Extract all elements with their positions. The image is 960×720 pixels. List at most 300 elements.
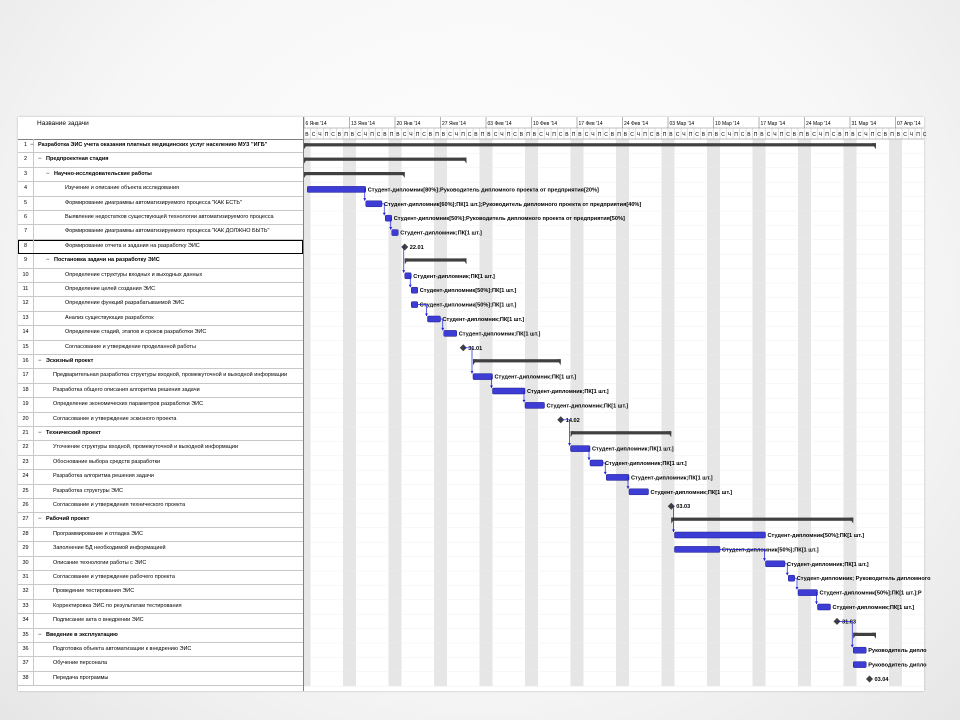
day-letter: Ч: [682, 132, 686, 138]
task-resource-label: Студент-дипломник;ПК[1 шт.]: [832, 605, 915, 611]
dependency-link: [404, 247, 405, 273]
table-row[interactable]: [18, 528, 303, 542]
day-letter: С: [786, 132, 790, 138]
day-letter: П: [890, 132, 894, 138]
row-id-cell: 15: [18, 341, 34, 354]
summary-bar[interactable]: [304, 143, 876, 146]
table-row[interactable]: [18, 657, 303, 671]
day-letter: Ч: [363, 132, 368, 138]
table-row[interactable]: [18, 470, 303, 484]
task-resource-label: Студент-дипломник; Руководитель дипломного: [796, 576, 931, 583]
day-letter: В: [805, 132, 810, 138]
task-name-cell: Согласование и утверждение проделанной работы: [65, 343, 196, 350]
table-row[interactable]: [18, 441, 303, 455]
day-letter: В: [701, 132, 706, 138]
week-label: 24 Фев '14: [624, 121, 649, 127]
day-letter: С: [584, 132, 589, 138]
week-label: 03 Мар '14: [669, 121, 695, 127]
task-name-cell: Проведение тестирования ЭИС: [53, 588, 135, 595]
day-letter: П: [526, 132, 530, 138]
table-row[interactable]: [18, 643, 303, 657]
table-row[interactable]: [18, 182, 303, 196]
day-letter: В: [851, 132, 855, 138]
row-id-cell: 21: [18, 427, 34, 440]
day-letter: В: [656, 132, 660, 138]
task-name-cell: Предварительная разработка структуры входной, промежуточной и выходной информации: [53, 372, 288, 379]
task-name-cell: Определение структуры входных и выходных данных: [65, 271, 203, 278]
table-row[interactable]: [18, 197, 303, 211]
task-resource-label: Студент-дипломник;ПК[1 шт.]: [400, 230, 482, 237]
day-letter: С: [402, 132, 407, 138]
milestone-date-label: 14.02: [565, 417, 580, 424]
task-resource-label: Студент-дипломник;ПК[1 шт.]: [494, 374, 577, 381]
dependency-arrow-icon: [815, 602, 818, 605]
task-bar[interactable]: [590, 460, 603, 466]
row-id-cell: 14: [18, 326, 34, 339]
row-id-cell: 16: [18, 355, 34, 368]
day-letter: Ч: [727, 132, 732, 138]
task-bar[interactable]: [629, 489, 649, 495]
row-id-cell: 28: [18, 528, 34, 541]
task-name-cell: Технический проект: [46, 430, 101, 436]
row-id-cell: 3: [18, 168, 34, 181]
day-letter: П: [370, 132, 374, 138]
table-row[interactable]: [18, 629, 303, 643]
table-row[interactable]: [18, 297, 303, 311]
collapse-toggle-icon[interactable]: −: [30, 142, 34, 148]
task-name-cell: Подписание акта о внедрении ЭИС: [53, 617, 144, 624]
task-name-cell: Научно-исследовательские работы: [54, 170, 152, 177]
row-id-cell: 8: [18, 240, 34, 253]
day-letter: П: [870, 132, 875, 138]
week-label: 17 Мар '14: [760, 121, 786, 127]
row-id-cell: 5: [18, 197, 34, 210]
task-resource-label: Студент-дипломник[50%];ПК[1 шт.]: [767, 533, 865, 539]
row-id-cell: 4: [18, 182, 34, 195]
table-row[interactable]: [18, 513, 303, 527]
row-id-cell: 20: [18, 413, 34, 426]
task-resource-label: Студент-дипломник;ПК[1 шт.]: [458, 331, 541, 338]
day-letter: Ч: [591, 132, 595, 138]
table-row[interactable]: [18, 456, 303, 470]
task-name-cell: Уточнение структуры входной, промежуточной и выходной информации: [53, 444, 239, 451]
row-id-cell: 18: [18, 384, 34, 397]
task-name-cell: Согласование и утверждение эскизного проекта: [53, 415, 177, 422]
table-row[interactable]: [18, 355, 303, 369]
dependency-arrow-icon: [402, 270, 405, 273]
task-resource-label: Руководитель дипло: [868, 648, 927, 655]
row-id-cell: 35: [18, 629, 34, 642]
day-letter: С: [422, 132, 426, 138]
row-id-cell: 10: [18, 269, 34, 282]
day-letter: П: [779, 132, 784, 138]
day-letter: С: [877, 132, 881, 138]
day-letter: П: [916, 132, 920, 138]
task-resource-label: Руководитель дипло: [868, 662, 927, 669]
day-letter: В: [623, 132, 628, 138]
day-letter: Ч: [864, 132, 868, 138]
task-name-cell: Изучение и описание объекта исследования: [65, 185, 180, 192]
day-letter: Ч: [409, 132, 413, 138]
dependency-arrow-icon: [425, 314, 428, 317]
task-name-cell: Определение стадий, этапов и сроков разработки ЭИС: [65, 329, 207, 336]
table-row[interactable]: [18, 326, 303, 340]
task-name-cell: Постановка задачи на разработку ЭИС: [54, 257, 160, 264]
row-id-cell: 24: [18, 470, 34, 483]
day-letter: В: [565, 132, 569, 138]
row-id-cell: 12: [18, 297, 34, 310]
task-name-cell: Определение целей создания ЭИС: [65, 286, 156, 292]
task-resource-label: Студент-дипломник[50%];ПК[1 шт.]: [419, 288, 517, 295]
row-id-cell: 22: [18, 441, 34, 454]
task-resource-label: Студент-дипломник[50%];ПК[1 шт.]: [419, 302, 517, 309]
task-bar[interactable]: [818, 604, 831, 610]
task-name-cell: Согласование и утверждения технического проекта: [53, 502, 186, 508]
task-bar[interactable]: [411, 302, 418, 308]
task-resource-label: Студент-дипломник;ПК[1 шт.]: [592, 446, 674, 453]
day-letter: С: [857, 132, 862, 138]
day-letter: В: [396, 132, 400, 138]
task-bar[interactable]: [798, 590, 818, 596]
table-row[interactable]: [18, 614, 303, 628]
summary-bar[interactable]: [671, 518, 853, 521]
task-bar[interactable]: [307, 186, 366, 192]
day-letter: Ч: [500, 132, 504, 138]
week-label: 07 Апр '14: [897, 121, 921, 127]
row-id-cell: 25: [18, 485, 34, 498]
row-id-cell: 7: [18, 225, 34, 238]
day-letter: П: [324, 132, 329, 138]
table-row[interactable]: [18, 398, 303, 412]
task-name-column-header[interactable]: [18, 117, 303, 140]
day-letter: С: [740, 132, 745, 138]
day-letter: В: [610, 132, 615, 138]
summary-bar[interactable]: [571, 431, 672, 434]
task-bar[interactable]: [853, 647, 866, 653]
task-bar[interactable]: [473, 374, 493, 380]
task-resource-label: Студент-дипломник;ПК[1 шт.]: [605, 461, 687, 467]
task-table: [18, 117, 304, 691]
day-letter: В: [532, 132, 537, 138]
table-row[interactable]: [18, 153, 303, 167]
task-name-cell: Подготовка объекта автоматизации к внедрению ЭИС: [53, 646, 192, 652]
day-letter: Ч: [545, 132, 550, 138]
table-row[interactable]: [18, 341, 303, 355]
row-id-cell: 17: [18, 369, 34, 382]
day-letter: П: [708, 132, 712, 138]
row-id-cell: 33: [18, 600, 34, 613]
table-row[interactable]: [18, 413, 303, 427]
day-letter: С: [448, 132, 452, 138]
day-letter: С: [903, 132, 907, 138]
table-row[interactable]: [18, 542, 303, 556]
day-letter: В: [441, 132, 446, 138]
summary-bar[interactable]: [473, 359, 561, 362]
day-letter: С: [812, 132, 816, 138]
day-letter: П: [506, 132, 511, 138]
collapse-toggle-icon[interactable]: −: [38, 358, 42, 364]
task-name-cell: Заполнение БД необходимой информацией: [53, 545, 166, 552]
day-letter: П: [799, 132, 803, 138]
day-letter: П: [643, 132, 647, 138]
summary-bar[interactable]: [304, 158, 467, 161]
dependency-arrow-icon: [471, 371, 474, 374]
day-letter: С: [630, 132, 634, 138]
week-label: 03 Фев '14: [487, 121, 512, 127]
collapse-toggle-icon[interactable]: −: [38, 516, 42, 523]
day-letter: С: [649, 132, 654, 138]
day-letter: С: [467, 132, 472, 138]
day-letter: Ч: [909, 132, 914, 138]
task-bar[interactable]: [444, 330, 457, 336]
day-letter: В: [747, 132, 751, 138]
day-letter: В: [714, 132, 719, 138]
day-letter: П: [617, 132, 621, 138]
day-letter: П: [552, 132, 556, 138]
row-id-cell: 11: [18, 283, 34, 296]
row-id-cell: 9: [18, 254, 34, 267]
task-resource-label: Студент-дипломник;ПК[1 шт.]: [546, 403, 629, 410]
task-name-cell: Обоснование выбора средств разработки: [53, 458, 161, 465]
day-letter: В: [305, 132, 309, 138]
task-name-cell: Передача программы: [53, 674, 109, 681]
week-label: 10 Фев '14: [533, 121, 558, 127]
task-bar[interactable]: [606, 474, 629, 480]
dependency-arrow-icon: [409, 285, 412, 288]
day-letter: Ч: [636, 132, 641, 138]
table-row[interactable]: [18, 269, 303, 283]
week-label: 20 Янв '14: [396, 121, 421, 127]
day-letter: П: [662, 132, 667, 138]
week-label: 17 Фев '14: [578, 121, 603, 127]
task-name-cell: Обучение персонала: [53, 660, 108, 667]
gantt-timeline: [304, 117, 931, 691]
gantt-chart-view: [18, 117, 931, 691]
day-letter: П: [753, 132, 758, 138]
row-id-cell: 36: [18, 643, 34, 656]
task-bar[interactable]: [525, 402, 545, 408]
task-name-cell: Анализ существующих разработок: [65, 314, 154, 321]
table-row[interactable]: [18, 369, 303, 383]
day-letter: Ч: [454, 132, 459, 138]
collapse-toggle-icon[interactable]: −: [38, 156, 42, 163]
day-letter: П: [571, 132, 576, 138]
day-letter: В: [896, 132, 901, 138]
table-row[interactable]: [18, 312, 303, 326]
table-row[interactable]: [18, 225, 303, 239]
day-letter: П: [389, 132, 394, 138]
day-letter: С: [721, 132, 725, 138]
week-label: 10 Мар '14: [715, 121, 740, 127]
summary-bar[interactable]: [304, 172, 405, 175]
task-resource-label: Студент-дипломник;ПК[1 шт.]: [650, 489, 733, 496]
day-letter: В: [383, 132, 387, 138]
table-row[interactable]: [18, 139, 303, 153]
day-letter: В: [838, 132, 842, 138]
task-bar[interactable]: [675, 546, 721, 552]
day-letter: С: [604, 132, 608, 138]
task-resource-label: Студент-дипломник;ПК[1 шт.]: [527, 389, 609, 395]
week-label: 27 Янв '14: [442, 121, 466, 127]
row-id-cell: 2: [18, 153, 34, 166]
row-id-cell: 13: [18, 312, 34, 325]
day-letter: В: [487, 132, 491, 138]
day-letter: С: [558, 132, 563, 138]
task-name-cell: Разработка алгоритма решения задачи: [53, 473, 154, 480]
task-resource-label: Студент-дипломник;ПК[1 шт.]: [413, 273, 495, 280]
milestone-date-label: 31.01: [468, 345, 483, 352]
day-letter: С: [331, 132, 335, 138]
row-id-cell: 38: [18, 672, 34, 685]
table-row[interactable]: [18, 672, 303, 686]
day-letter: П: [480, 132, 485, 138]
table-row[interactable]: [18, 571, 303, 585]
table-row[interactable]: [18, 283, 303, 297]
day-letter: В: [883, 132, 888, 138]
task-name-cell: Разработка структуры ЭИС: [53, 487, 124, 494]
day-letter: П: [461, 132, 465, 138]
day-letter: Ч: [818, 132, 823, 138]
task-name-cell: Согласование и утверждение рабочего проекта: [53, 574, 175, 580]
task-resource-label: Студент-дипломник[80%];Руководитель дипломного проекта от предприятия[20%]: [367, 187, 599, 194]
day-letter: П: [734, 132, 738, 138]
collapse-toggle-icon[interactable]: −: [38, 631, 42, 638]
day-letter: П: [688, 132, 693, 138]
table-row[interactable]: [18, 240, 303, 254]
task-bar[interactable]: [411, 287, 418, 293]
task-bar[interactable]: [493, 388, 526, 394]
day-letter: В: [350, 132, 355, 138]
task-name-cell: Разработка общего описания алгоритма решения задачи: [53, 386, 200, 393]
task-name-cell: Выявление недостатков существующей технологии автоматизируемого процесса: [65, 214, 274, 220]
day-letter: В: [760, 132, 764, 138]
row-id-cell: 26: [18, 499, 34, 512]
collapse-toggle-icon[interactable]: −: [46, 257, 50, 264]
row-id-cell: 1: [18, 139, 34, 152]
table-row[interactable]: [18, 600, 303, 614]
row-id-cell: 34: [18, 614, 34, 627]
row-id-cell: 19: [18, 398, 34, 411]
week-label: 6 Янв '14: [305, 121, 327, 127]
task-name-cell: Определение экономических параметров разработки ЭИС: [53, 401, 204, 408]
day-letter: С: [357, 132, 361, 138]
day-letter: С: [513, 132, 517, 138]
milestone-date-label: 03.03: [676, 504, 691, 511]
row-id-cell: 29: [18, 542, 34, 555]
task-resource-label: Студент-дипломник[50%];Руководитель дипломного проекта от предприятия[50%]: [393, 216, 625, 223]
row-id-cell: 31: [18, 571, 34, 584]
task-name-cell: Формирование диаграммы автоматизируемого процесса "КАК ЕСТЬ": [65, 199, 242, 206]
day-letter: С: [695, 132, 699, 138]
task-name-header-label: Название задачи: [37, 120, 89, 127]
day-letter: В: [519, 132, 524, 138]
task-bar[interactable]: [675, 532, 766, 538]
task-bar[interactable]: [571, 446, 591, 452]
day-letter: С: [493, 132, 498, 138]
table-row[interactable]: [18, 427, 303, 441]
day-letter: С: [922, 132, 927, 138]
row-id-cell: 30: [18, 557, 34, 570]
collapse-toggle-icon[interactable]: −: [46, 170, 50, 177]
task-name-cell: Введение в эксплуатацию: [46, 631, 118, 638]
dependency-arrow-icon: [383, 213, 386, 216]
table-row[interactable]: [18, 211, 303, 225]
table-row[interactable]: [18, 384, 303, 398]
day-letter: С: [831, 132, 836, 138]
task-bar[interactable]: [853, 662, 866, 668]
row-id-cell: 37: [18, 657, 34, 670]
day-letter: С: [675, 132, 680, 138]
task-name-cell: Эскизный проект: [46, 358, 94, 364]
task-name-cell: Программирование и отладка ЭИС: [53, 530, 143, 537]
task-resource-label: Студент-дипломник[50%];ПК[1 шт.]: [722, 547, 819, 554]
dependency-arrow-icon: [604, 472, 607, 475]
milestone-date-label: 31.03: [842, 619, 856, 626]
day-letter: В: [578, 132, 582, 138]
table-row[interactable]: [18, 485, 303, 499]
task-bar[interactable]: [366, 201, 382, 207]
day-letter: Ч: [773, 132, 777, 138]
table-row[interactable]: [18, 499, 303, 513]
week-label: 31 Мар '14: [851, 121, 877, 127]
task-name-cell: Формирование диаграммы автоматизируемого процесса "КАК ДОЛЖНО БЫТЬ": [65, 228, 270, 235]
milestone-date-label: 22.01: [409, 245, 424, 251]
day-letter: П: [415, 132, 420, 138]
week-label: 24 Мар '14: [806, 121, 831, 127]
table-row[interactable]: [18, 585, 303, 599]
day-letter: П: [825, 132, 829, 138]
summary-bar[interactable]: [405, 258, 467, 261]
task-name-cell: Рабочий проект: [46, 516, 90, 523]
day-letter: С: [766, 132, 771, 138]
task-name-cell: Разработка ЭИС учета оказания платных медицинских услуг населению МУЗ "ИГБ": [38, 142, 268, 148]
task-name-cell: Корректировка ЭИС по результатам тестирования: [53, 602, 182, 609]
task-name-cell: Определение функций разрабатываемой ЭИС: [65, 300, 185, 307]
row-id-cell: 27: [18, 513, 34, 526]
table-row[interactable]: [18, 254, 303, 268]
task-resource-label: Студент-дипломник;ПК[1 шт.]: [631, 475, 713, 482]
day-letter: С: [539, 132, 543, 138]
task-name-cell: Формирование отчета и задания на разработку ЭИС: [65, 242, 200, 249]
task-bar[interactable]: [766, 561, 786, 567]
task-resource-label: Студент-дипломник[60%];ПК[1 шт.];Руководитель дипломного проекта от предприятия[40%]: [384, 201, 642, 208]
task-resource-label: Студент-дипломник;ПК[1 шт.]: [442, 317, 525, 323]
day-letter: В: [792, 132, 797, 138]
dependency-arrow-icon: [363, 198, 366, 201]
day-letter: В: [474, 132, 478, 138]
milestone-diamond-icon[interactable]: [866, 676, 873, 683]
table-row[interactable]: [18, 557, 303, 571]
task-bar[interactable]: [788, 575, 795, 581]
collapse-toggle-icon[interactable]: −: [38, 430, 42, 436]
task-resource-label: Студент-дипломник;ПК[1 шт.]: [787, 561, 869, 568]
day-letter: П: [435, 132, 439, 138]
milestone-date-label: 03.04: [874, 677, 889, 683]
day-letter: П: [597, 132, 602, 138]
task-resource-label: Студент-дипломник[50%];ПК[1 шт.];Р: [819, 590, 922, 597]
dependency-arrow-icon: [588, 458, 591, 461]
task-name-cell: Описание технологии работы с ЭИС: [53, 559, 147, 566]
task-name-cell: Предпроектная стадия: [46, 156, 109, 163]
task-bar[interactable]: [392, 230, 399, 236]
day-letter: В: [669, 132, 673, 138]
row-id-cell: 32: [18, 585, 34, 598]
row-id-cell: 6: [18, 211, 34, 224]
day-letter: В: [428, 132, 433, 138]
table-row[interactable]: [18, 168, 303, 182]
day-letter: С: [376, 132, 381, 138]
task-bar[interactable]: [428, 316, 441, 322]
